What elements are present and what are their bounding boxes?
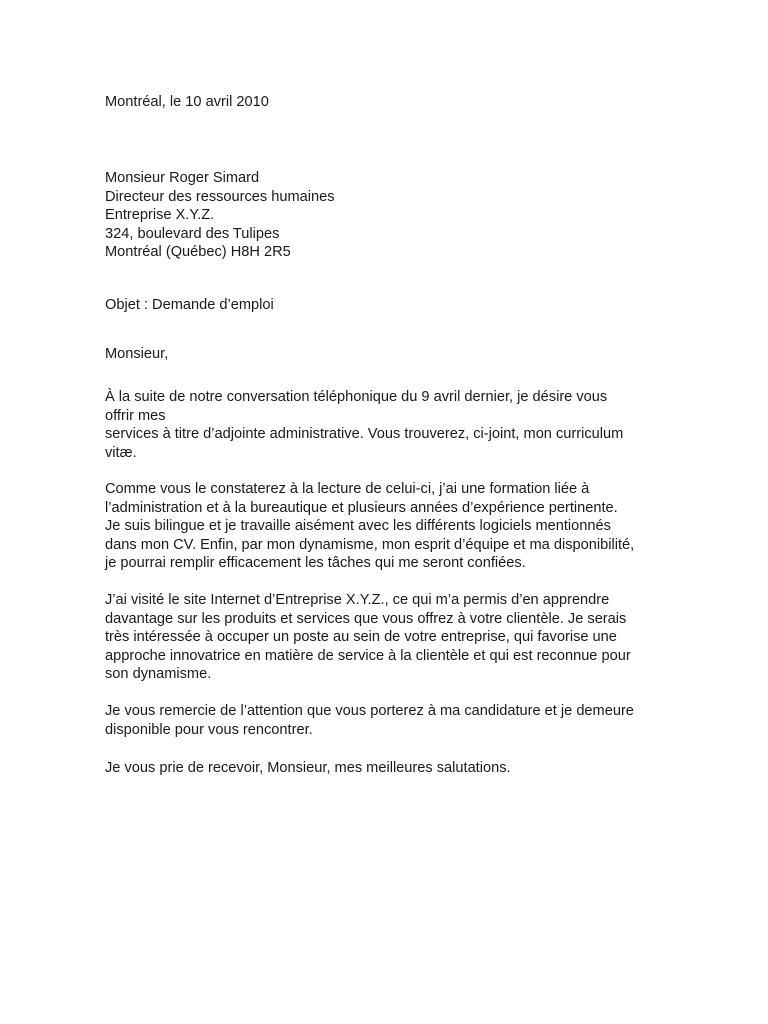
body-paragraph: À la suite de notre conversation téléphonique du 9 avril dernier, je désire vous offrir mes services à titre d’adjointe administrative. Vous trouverez, ci-joint, mon curriculum vitæ. (105, 389, 624, 461)
body-paragraph: J’ai visité le site Internet d’Entreprise X.Y.Z., ce qui m’a permis d’en apprendre davantage sur les produits et services que vous offrez à votre clientèle. Je serais très intéressée à occuper un poste au sein de votre entreprise, qui favorise une approche innovatrice en matière de service à la clientèle et qui est reconnue pour son dynamisme. (105, 592, 631, 682)
letter-salutation: Monsieur, (105, 346, 169, 362)
letter-closing: Je vous prie de recevoir, Monsieur, mes meilleures salutations. (105, 760, 511, 776)
letter-subject: Objet : Demande d’emploi (105, 297, 274, 313)
letter-date: Montréal, le 10 avril 2010 (105, 94, 269, 110)
body-paragraph: Comme vous le constaterez à la lecture de celui-ci, j’ai une formation liée à l’administration et à la bureautique et plusieurs années d’expérience pertinente. Je suis bilingue et je travaille aisément avec les différents logiciels mentionnés dans mon CV. Enfin, par mon dynamisme, mon esprit d’équipe et ma disponibilité, je pourrai remplir efficacement les tâches qui me seront confiées. (105, 481, 635, 571)
body-paragraph: Je vous remercie de l’attention que vous porterez à ma candidature et je demeure disponible pour vous rencontrer. (105, 703, 634, 738)
recipient-address-block: Monsieur Roger Simard Directeur des ressources humaines Entreprise X.Y.Z. 324, boulevard des Tulipes Montréal (Québec) H8H 2R5 (105, 170, 335, 260)
